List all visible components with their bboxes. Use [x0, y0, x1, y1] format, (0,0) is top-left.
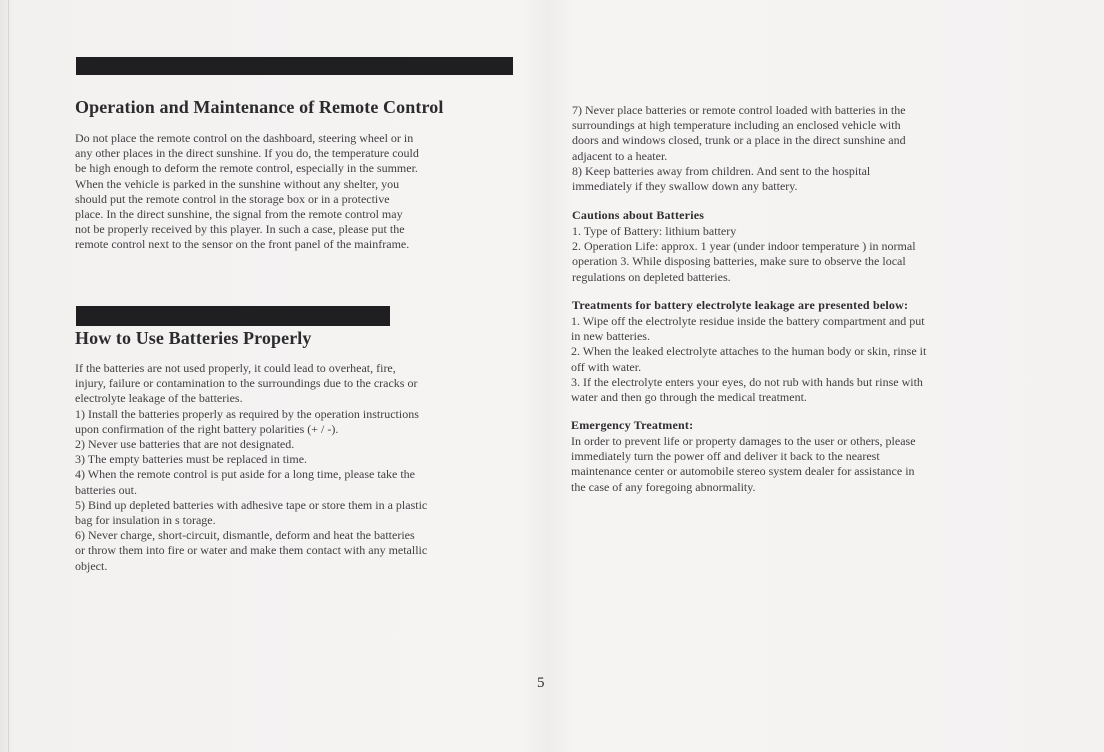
text-line: upon confirmation of the right battery polarities (+ / -).: [75, 421, 339, 436]
batteries-section-title: How to Use Batteries Properly: [75, 328, 312, 348]
text-line: When the vehicle is parked in the sunshine without any shelter, you: [75, 176, 400, 191]
text-line: or throw them into fire or water and make them contact with any metallic: [75, 543, 428, 558]
treatments-list: [571, 314, 1027, 405]
text-line: surroundings at high temperature including an enclosed vehicle with: [572, 118, 901, 133]
text-line: any other places in the direct sunshine. If you do, the temperature could: [75, 146, 419, 161]
text-line: not be properly received by this player. In such a case, please put the: [75, 222, 405, 237]
text-line: 7) Never place batteries or remote control loaded with batteries in the: [572, 103, 906, 117]
batteries-paragraph: [75, 361, 517, 574]
text-line: batteries out.: [75, 482, 137, 497]
text-line: maintenance center or automobile stereo system dealer for assistance in: [571, 464, 915, 479]
text-line: the case of any foregoing abnormality.: [571, 479, 756, 494]
text-line: electrolyte leakage of the batteries.: [75, 391, 243, 406]
text-line: 4) When the remote control is put aside for a long time, please take the: [75, 467, 416, 482]
page-edge-line: [8, 0, 9, 752]
emergency-heading: Emergency Treatment:: [571, 418, 694, 432]
text-line: 3) The empty batteries must be replaced in time.: [75, 452, 308, 467]
text-line: be high enough to deform the remote control, especially in the summer.: [75, 161, 418, 176]
text-line: Do not place the remote control on the dashboard, steering wheel or in: [75, 131, 414, 145]
text-line: 1) Install the batteries properly as required by the operation instructions: [75, 406, 419, 421]
text-line: doors and windows closed, trunk or a place in the direct sunshine and: [572, 133, 906, 148]
text-line: operation 3. While disposing batteries, make sure to observe the local: [572, 254, 906, 269]
text-line: In order to prevent life or property damages to the user or others, please: [571, 434, 916, 448]
text-line: regulations on depleted batteries.: [572, 269, 731, 284]
text-line: immediately if they swallow down any battery.: [572, 179, 798, 194]
text-line: place. In the direct sunshine, the signal from the remote control may: [75, 207, 403, 222]
text-line: 1. Wipe off the electrolyte residue inside the battery compartment and put: [571, 314, 925, 328]
text-line: adjacent to a heater.: [572, 148, 668, 163]
text-line: in new batteries.: [571, 329, 650, 344]
text-line: immediately turn the power off and deliver it back to the nearest: [571, 449, 880, 464]
page-number: 5: [537, 675, 545, 691]
text-line: should put the remote control in the storage box or in a protective: [75, 191, 390, 206]
text-line: If the batteries are not used properly, it could lead to overheat, fire,: [75, 361, 396, 375]
text-line: 8) Keep batteries away from children. And sent to the hospital: [572, 163, 871, 178]
section-header-bar: [76, 306, 390, 326]
text-line: 2) Never use batteries that are not designated.: [75, 437, 295, 452]
section-header-bar: [76, 57, 513, 75]
treatments-heading: Treatments for battery electrolyte leakage are presented below:: [572, 298, 909, 312]
text-line: 3. If the electrolyte enters your eyes, do not rub with hands but rinse with: [571, 374, 923, 389]
remote-control-section-title: Operation and Maintenance of Remote Control: [75, 97, 444, 117]
text-line: object.: [75, 558, 108, 573]
cautions-list: [572, 224, 1022, 285]
text-line: injury, failure or contamination to the surroundings due to the cracks or: [75, 376, 418, 391]
text-line: water and then go through the medical treatment.: [571, 390, 807, 405]
text-line: 6) Never charge, short-circuit, dismantle, deform and heat the batteries: [75, 528, 415, 543]
remote-control-paragraph: [75, 131, 513, 253]
text-line: 5) Bind up depleted batteries with adhesive tape or store them in a plastic: [75, 497, 428, 512]
emergency-paragraph: [571, 434, 1031, 495]
text-line: 1. Type of Battery: lithium battery: [572, 224, 737, 238]
text-line: bag for insulation in s torage.: [75, 513, 216, 528]
text-line: off with water.: [571, 359, 642, 374]
batteries-continued-paragraph: [572, 103, 1022, 194]
text-line: 2. Operation Life: approx. 1 year (under indoor temperature ) in normal: [572, 239, 916, 254]
text-line: 2. When the leaked electrolyte attaches to the human body or skin, rinse it: [571, 344, 927, 359]
cautions-heading: Cautions about Batteries: [572, 208, 705, 222]
text-line: remote control next to the sensor on the front panel of the mainframe.: [75, 237, 410, 252]
